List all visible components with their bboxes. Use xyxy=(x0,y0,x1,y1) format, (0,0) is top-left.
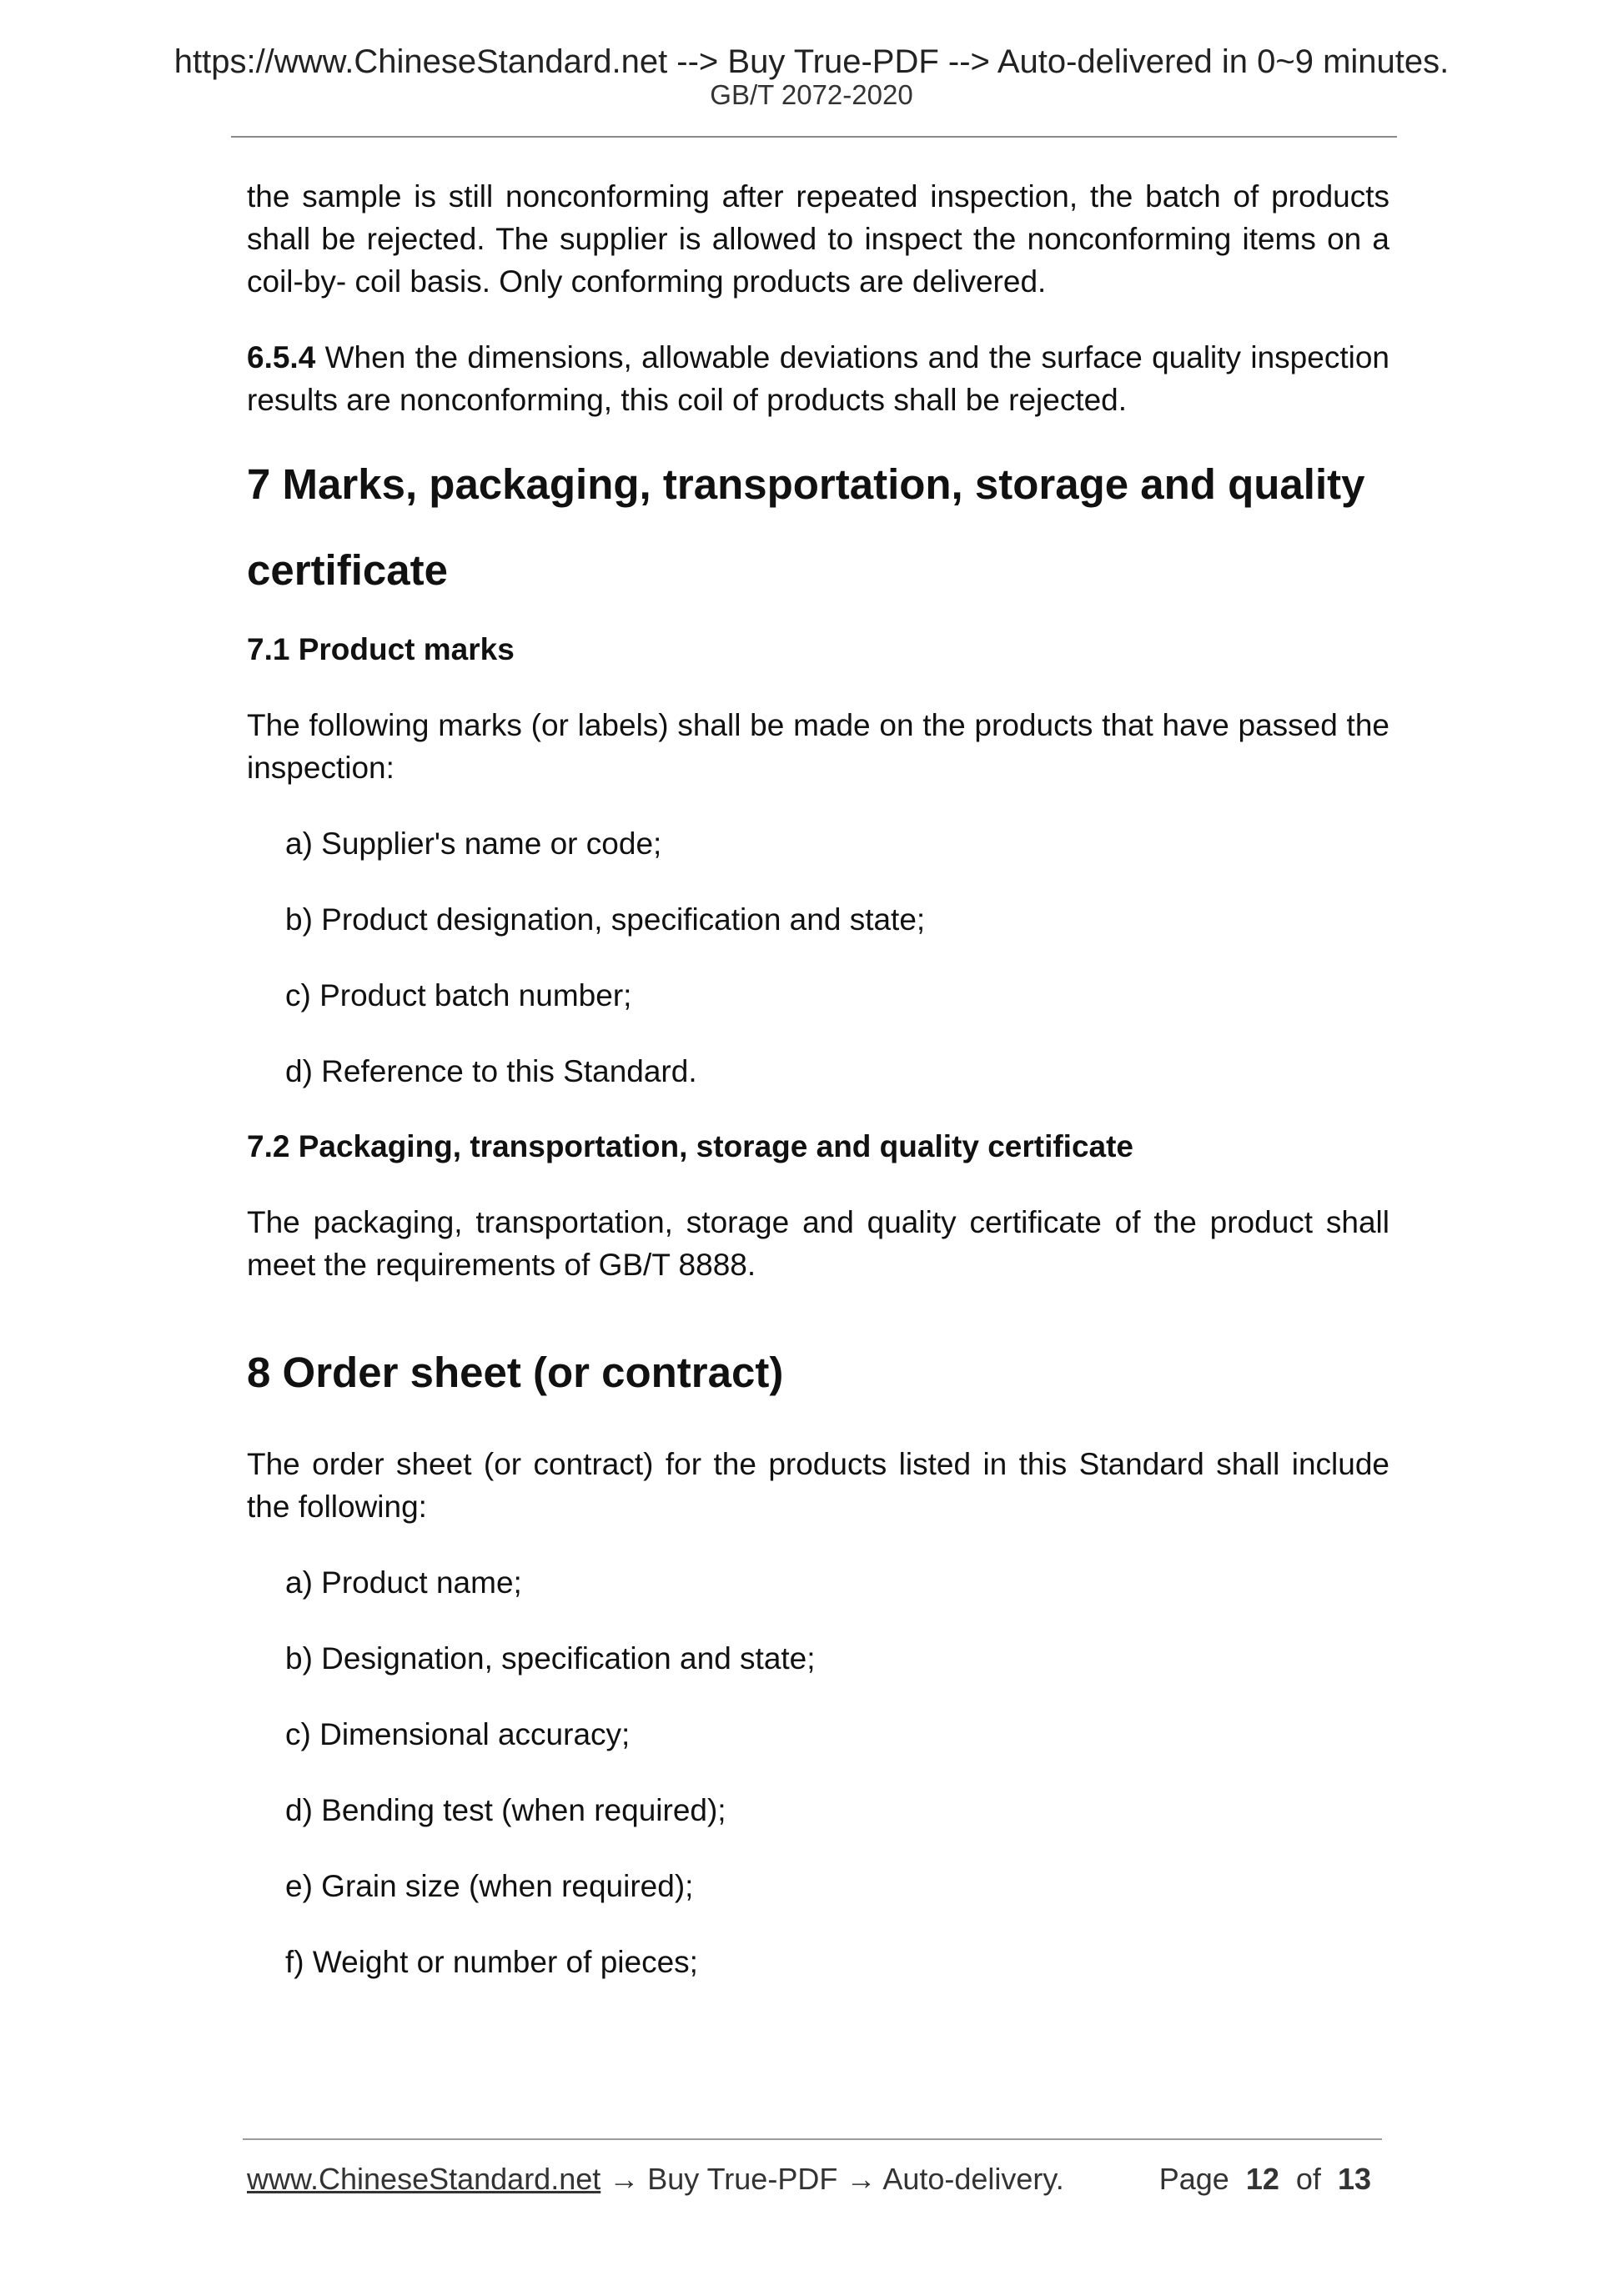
clause-number-6-5-4: 6.5.4 xyxy=(247,340,316,374)
list-item-7-1-c: c) Product batch number; xyxy=(285,978,632,1012)
list-item-8-f: f) Weight or number of pieces; xyxy=(285,1945,698,1979)
page-footer xyxy=(247,2158,1381,2200)
paragraph-7-2: The packaging, transportation, storage and quality certificate of the product shall meet the requirements of GB/T 8888. xyxy=(247,1205,1389,1282)
document-code: GB/T 2072-2020 xyxy=(710,79,913,110)
heading-7-2: 7.2 Packaging, transportation, storage and quality certificate xyxy=(247,1129,1134,1163)
list-item-7-1-d: d) Reference to this Standard. xyxy=(285,1054,697,1088)
footer-tagline: → Buy True-PDF → Auto-delivery. xyxy=(600,2162,1064,2196)
list-item-8-a: a) Product name; xyxy=(285,1565,522,1600)
paragraph-7-1: The following marks (or labels) shall be made on the products that have passed the inspection: xyxy=(247,708,1389,785)
list-item-7-1-b: b) Product designation, specification and state; xyxy=(285,902,926,937)
clause-text-6-5-4: When the dimensions, allowable deviations and the surface quality inspection results are nonconforming, this coil of products shall be rejected. xyxy=(247,340,1389,417)
header-divider xyxy=(231,136,1397,138)
page-word: Page xyxy=(1158,2162,1229,2196)
page-content xyxy=(247,167,1389,1983)
list-item-7-1-a: a) Supplier's name or code; xyxy=(285,826,662,861)
heading-section-8: 8 Order sheet (or contract) xyxy=(247,1349,784,1396)
current-page-number: 12 xyxy=(1245,2162,1279,2196)
of-word: of xyxy=(1295,2162,1321,2196)
footer-divider xyxy=(243,2138,1382,2140)
footer-site-link[interactable]: www.ChineseStandard.net xyxy=(247,2162,601,2196)
list-item-8-e: e) Grain size (when required); xyxy=(285,1869,694,1903)
list-item-8-b: b) Designation, specification and state; xyxy=(285,1641,816,1676)
list-item-8-d: d) Bending test (when required); xyxy=(285,1793,726,1827)
total-pages-number: 13 xyxy=(1337,2162,1371,2196)
page-indicator xyxy=(1159,2158,1371,2200)
header-banner: https://www.ChineseStandard.net --> Buy True-PDF --> Auto-delivered in 0~9 minutes. xyxy=(173,43,1450,80)
heading-section-7: 7 Marks, packaging, transportation, storage and quality certificate xyxy=(247,460,1365,594)
list-item-8-c: c) Dimensional accuracy; xyxy=(285,1717,631,1751)
paragraph-8: The order sheet (or contract) for the products listed in this Standard shall include the following: xyxy=(247,1447,1389,1524)
paragraph-intro: the sample is still nonconforming after repeated inspection, the batch of products shall be rejected. The supplier is allowed to inspect the nonconforming items on a coil-by- coil basis. Only conforming products are delivered. xyxy=(247,179,1389,299)
heading-7-1: 7.1 Product marks xyxy=(247,632,515,666)
paragraph-6-5-4 xyxy=(247,336,1389,421)
